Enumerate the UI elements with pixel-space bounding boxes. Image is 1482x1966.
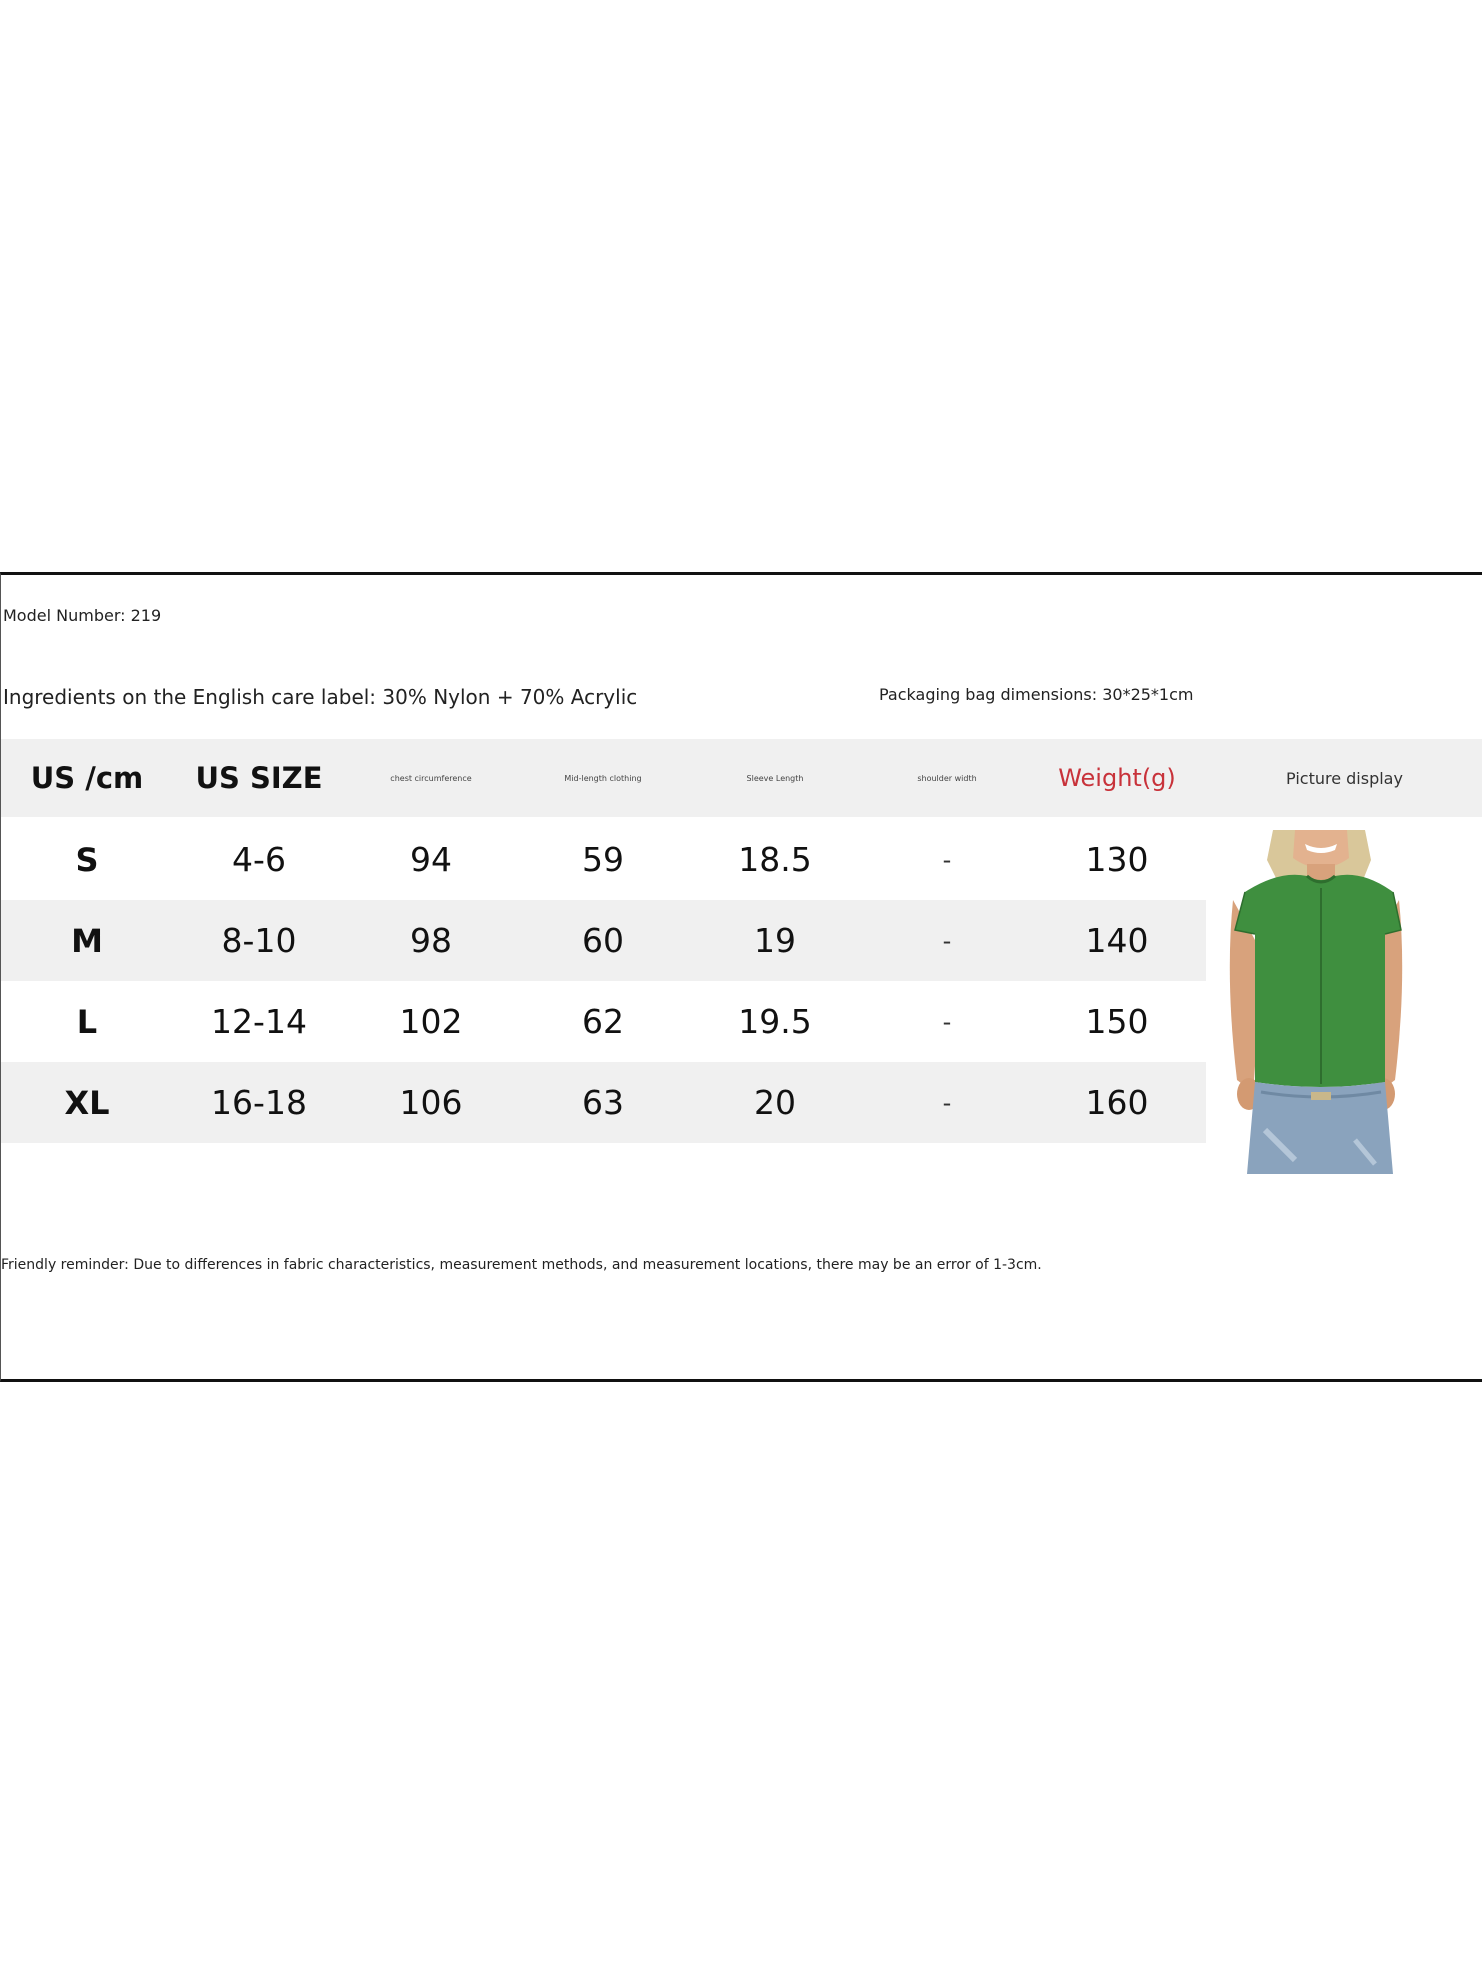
chest-cell: 98 bbox=[410, 921, 452, 960]
length-cell: 62 bbox=[582, 1002, 624, 1041]
table-row bbox=[1, 900, 1206, 981]
size-cell: S bbox=[75, 840, 99, 879]
friendly-reminder: Friendly reminder: Due to differences in fabric characteristics, measurement methods, and measurement locations, there may be an error of 1-3cm. bbox=[1, 1257, 1042, 1273]
size-cell: M bbox=[71, 921, 103, 960]
us-size-cell: 16-18 bbox=[211, 1083, 307, 1122]
sleeve-cell: 18.5 bbox=[738, 840, 812, 879]
shoulder-cell: - bbox=[942, 926, 952, 955]
weight-cell: 160 bbox=[1085, 1083, 1149, 1122]
sleeve-cell: 19.5 bbox=[738, 1002, 812, 1041]
col-weight: Weight(g) bbox=[1058, 764, 1176, 792]
table-header bbox=[1, 739, 1482, 817]
weight-cell: 150 bbox=[1085, 1002, 1149, 1041]
col-sleeve: Sleeve Length bbox=[746, 773, 804, 783]
ingredients-label: Ingredients on the English care label: 30% Nylon + 70% Acrylic bbox=[3, 685, 638, 709]
col-shoulder: shoulder width bbox=[917, 773, 977, 783]
sleeve-cell: 19 bbox=[754, 921, 796, 960]
size-cell: L bbox=[76, 1002, 98, 1041]
length-cell: 59 bbox=[582, 840, 624, 879]
col-picture: Picture display bbox=[1286, 768, 1403, 788]
size-cell: XL bbox=[64, 1083, 110, 1122]
chest-cell: 106 bbox=[399, 1083, 463, 1122]
table-row bbox=[1, 1062, 1206, 1143]
col-us-size: US SIZE bbox=[195, 761, 323, 795]
table-row bbox=[1, 819, 1206, 900]
weight-cell: 140 bbox=[1085, 921, 1149, 960]
sleeve-cell: 20 bbox=[754, 1083, 796, 1122]
col-us-cm: US /cm bbox=[30, 761, 144, 795]
size-chart bbox=[0, 572, 1482, 1382]
length-cell: 60 bbox=[582, 921, 624, 960]
chest-cell: 102 bbox=[399, 1002, 463, 1041]
table-row bbox=[1, 981, 1206, 1062]
model-number: Model Number: 219 bbox=[3, 606, 162, 625]
shoulder-cell: - bbox=[942, 1007, 952, 1036]
us-size-cell: 12-14 bbox=[211, 1002, 307, 1041]
shoulder-cell: - bbox=[942, 845, 952, 874]
col-length: Mid-length clothing bbox=[564, 773, 642, 783]
shoulder-cell: - bbox=[942, 1088, 952, 1117]
length-cell: 63 bbox=[582, 1083, 624, 1122]
us-size-cell: 4-6 bbox=[232, 840, 286, 879]
us-size-cell: 8-10 bbox=[221, 921, 297, 960]
packaging-dimensions: Packaging bag dimensions: 30*25*1cm bbox=[879, 685, 1194, 704]
weight-cell: 130 bbox=[1085, 840, 1149, 879]
green-top-photo bbox=[1225, 830, 1407, 1174]
chest-cell: 94 bbox=[410, 840, 452, 879]
col-chest: chest circumference bbox=[390, 773, 472, 783]
